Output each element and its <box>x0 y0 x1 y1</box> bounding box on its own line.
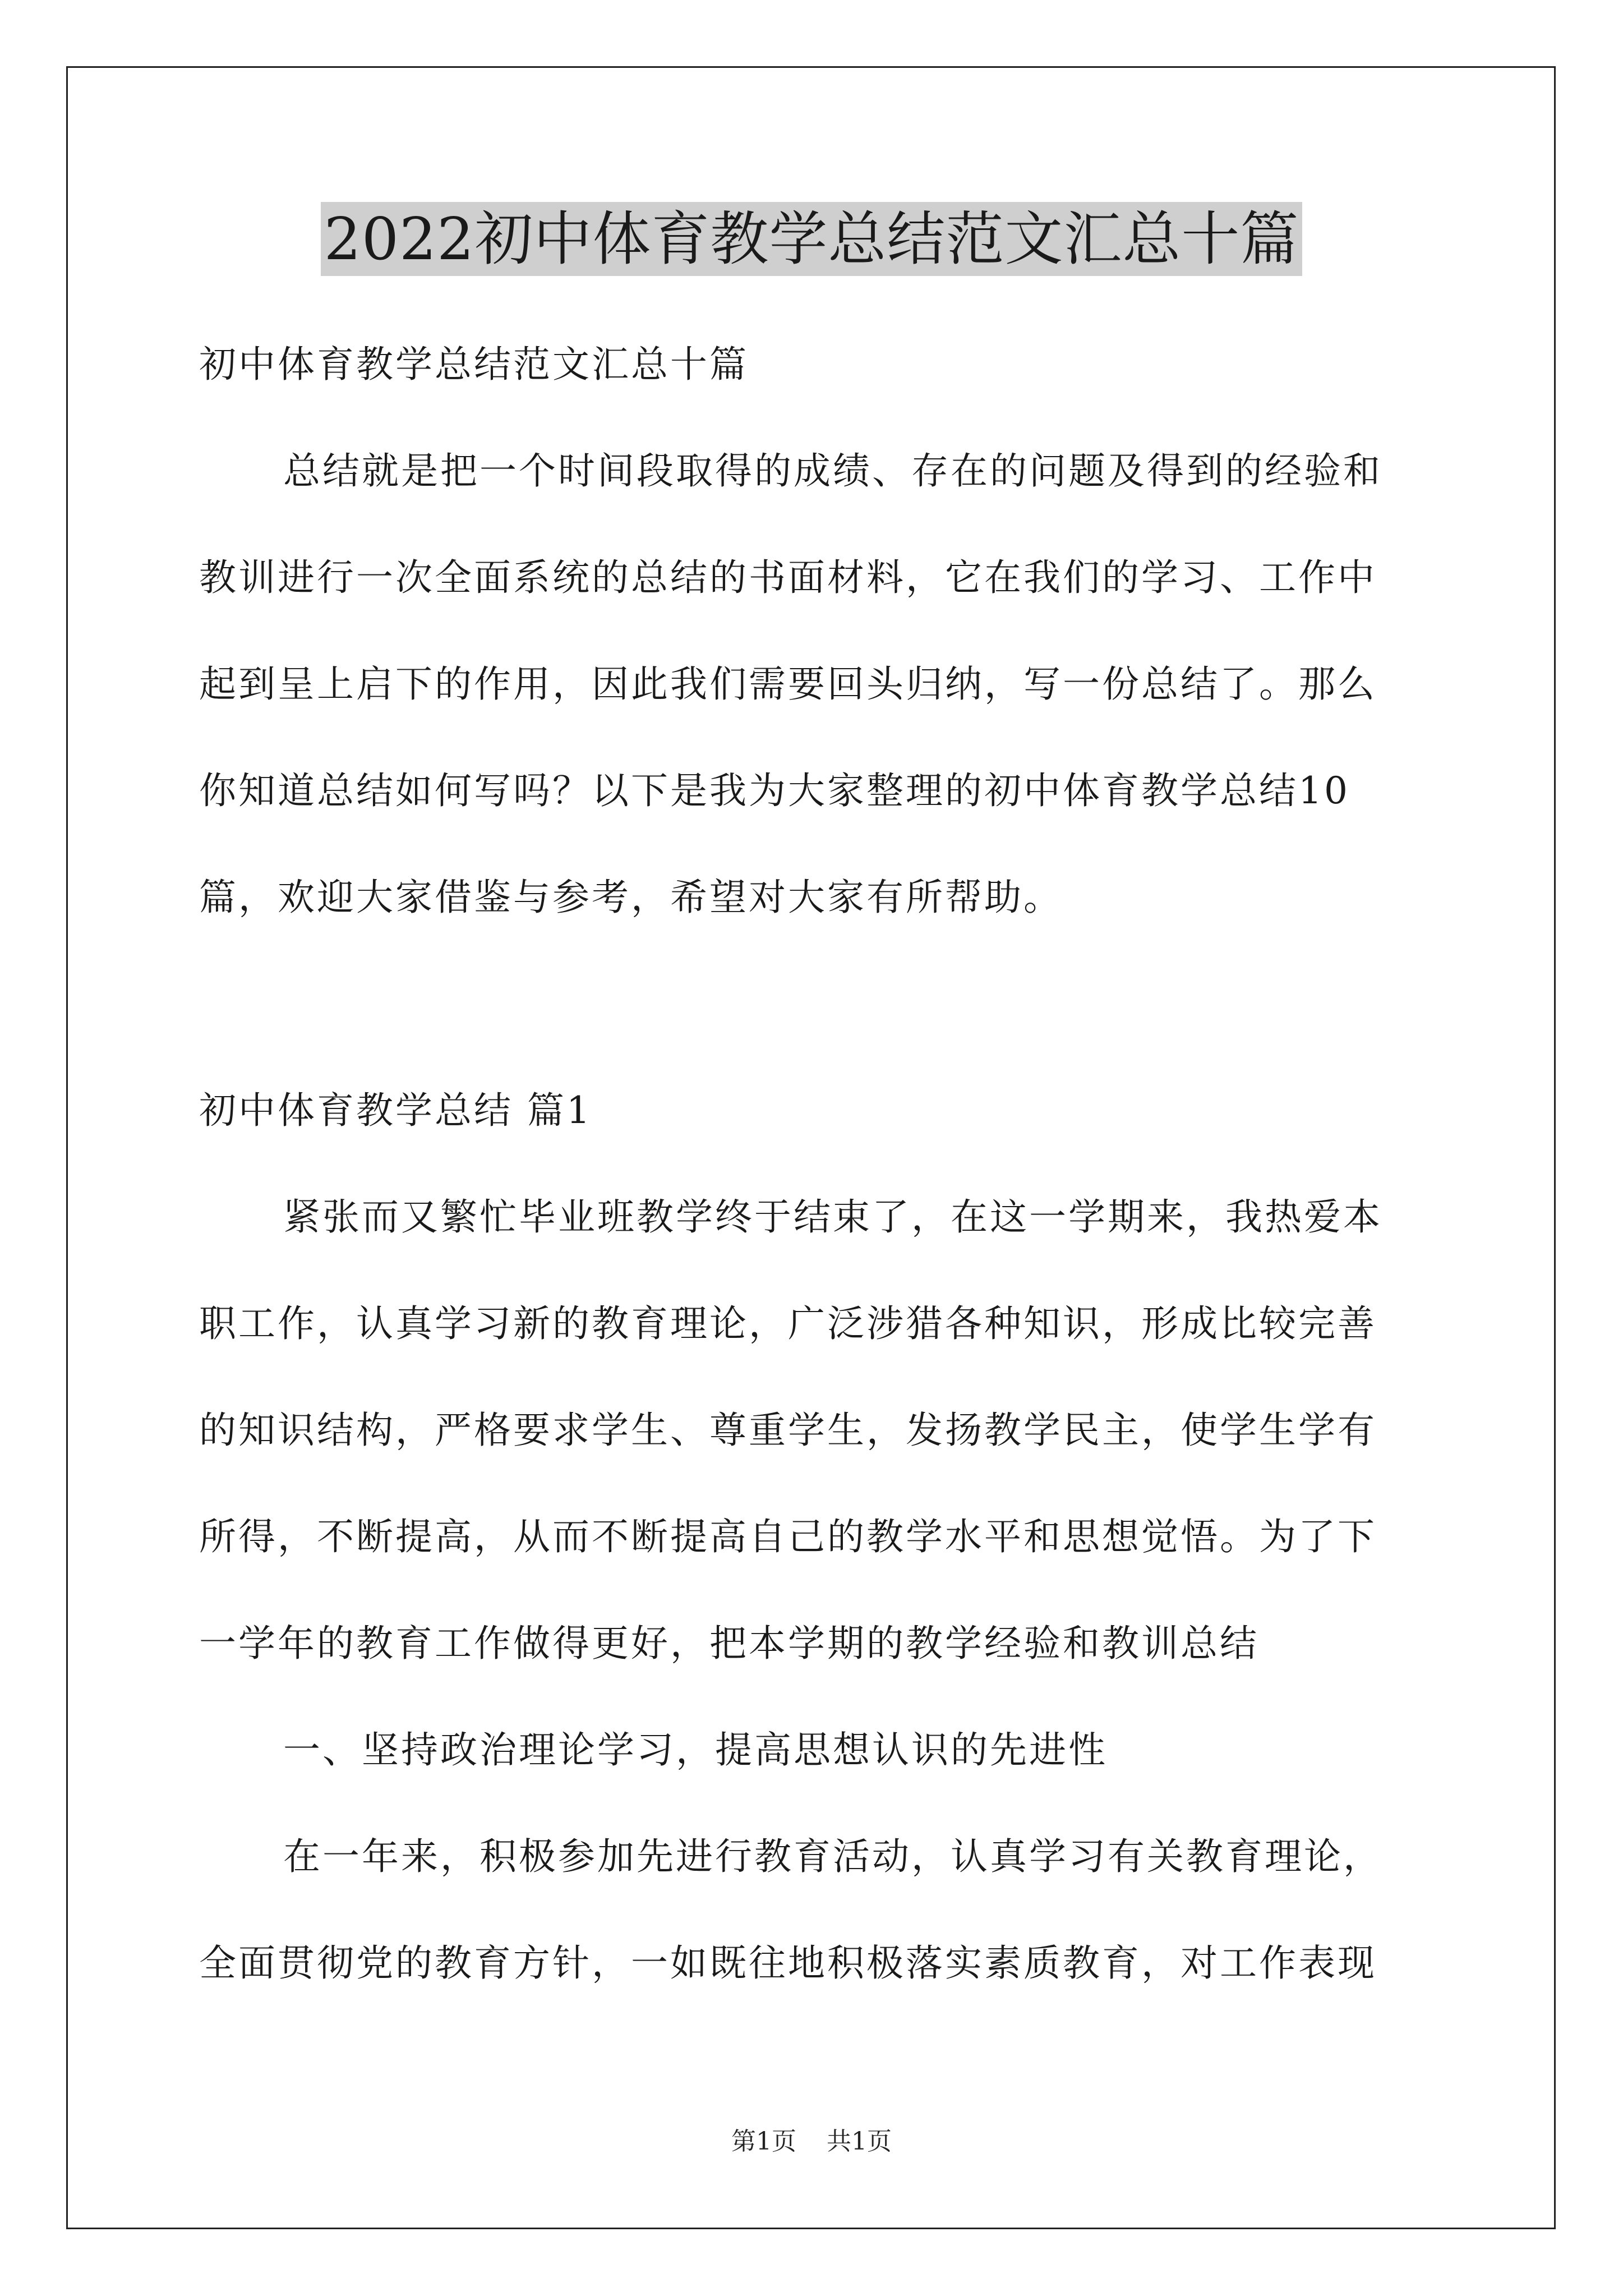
paragraph-line[interactable]: 全面贯彻党的教育方针，一如既往地积极落实素质教育，对工作表现 <box>199 1941 1377 1985</box>
paragraph-line[interactable]: 所得，不断提高，从而不断提高自己的教学水平和思想觉悟。为了下 <box>199 1515 1377 1558</box>
blank-line <box>199 951 1433 1057</box>
document-body <box>199 311 1433 2017</box>
subtitle-line[interactable]: 初中体育教学总结范文汇总十篇 <box>199 343 749 386</box>
paragraph-line[interactable]: 在一年来，积极参加先进行教育活动，认真学习有关教育理论， <box>283 1835 1382 1878</box>
subheading-line[interactable]: 一、坚持政治理论学习，提高思想认识的先进性 <box>283 1728 1108 1772</box>
page-number-total: 共1页 <box>827 2127 892 2156</box>
paragraph-line[interactable]: 一学年的教育工作做得更好，把本学期的教学经验和教训总结 <box>199 1622 1259 1665</box>
page-footer <box>0 2126 1623 2157</box>
page-number-current: 第1页 <box>731 2127 796 2156</box>
paragraph-line[interactable]: 篇，欢迎大家借鉴与参考，希望对大家有所帮助。 <box>199 876 1063 919</box>
paragraph-line[interactable]: 的知识结构，严格要求学生、尊重学生，发扬教学民主，使学生学有 <box>199 1409 1377 1452</box>
paragraph-line[interactable]: 总结就是把一个时间段取得的成绩、存在的问题及得到的经验和 <box>283 449 1382 493</box>
paragraph-line[interactable]: 职工作，认真学习新的教育理论，广泛涉猎各种知识，形成比较完善 <box>199 1302 1377 1345</box>
title-area <box>0 202 1623 276</box>
paragraph-line[interactable]: 你知道总结如何写吗？以下是我为大家整理的初中体育教学总结10 <box>199 769 1350 812</box>
document-title[interactable]: 2022初中体育教学总结范文汇总十篇 <box>321 202 1303 276</box>
paragraph-line[interactable]: 紧张而又繁忙毕业班教学终于结束了，在这一学期来，我热爱本 <box>283 1195 1382 1239</box>
section-heading[interactable]: 初中体育教学总结 篇1 <box>199 1089 592 1132</box>
paragraph-line[interactable]: 教训进行一次全面系统的总结的书面材料，它在我们的学习、工作中 <box>199 556 1377 599</box>
paragraph-line[interactable]: 起到呈上启下的作用，因此我们需要回头归纳，写一份总结了。那么 <box>199 662 1377 706</box>
